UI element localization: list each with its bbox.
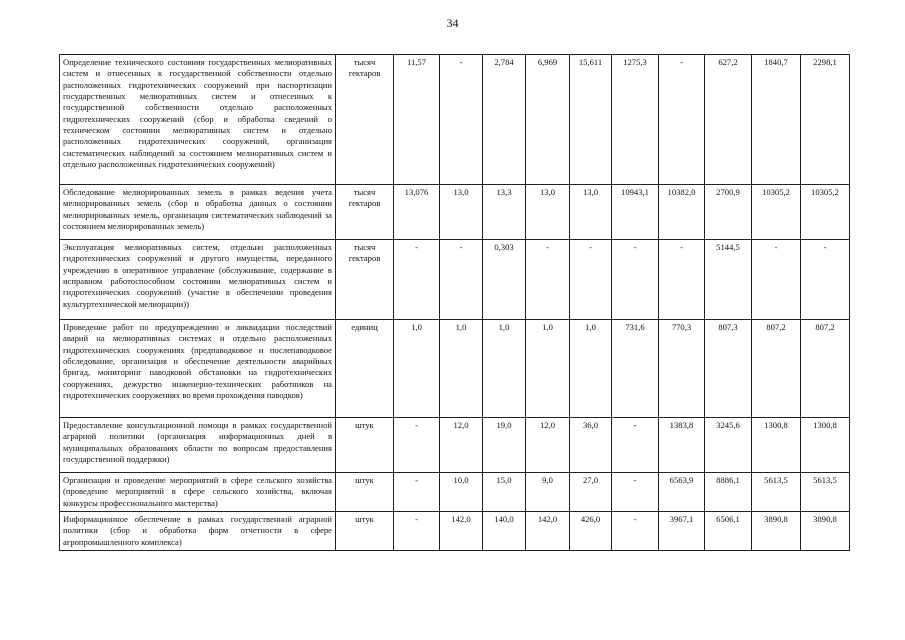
value-cell: 142,0: [526, 512, 570, 551]
value-cell: 1300,8: [801, 418, 850, 473]
value-cell: 36,0: [570, 418, 612, 473]
value-cell: 15,0: [483, 473, 526, 512]
services-table: [59, 54, 850, 551]
table-row: [60, 240, 850, 320]
value-cell: 1,0: [394, 320, 440, 418]
unit-of-measure: штук: [336, 418, 394, 473]
value-cell: 8886,1: [705, 473, 752, 512]
value-cell: 13,0: [570, 185, 612, 240]
value-cell: -: [612, 240, 659, 320]
value-cell: 6563,9: [659, 473, 705, 512]
value-cell: -: [394, 473, 440, 512]
value-cell: 0,303: [483, 240, 526, 320]
table-row: [60, 512, 850, 551]
value-cell: 807,3: [705, 320, 752, 418]
value-cell: -: [394, 418, 440, 473]
value-cell: -: [526, 240, 570, 320]
value-cell: 13,0: [526, 185, 570, 240]
value-cell: 3967,1: [659, 512, 705, 551]
value-cell: 1,0: [483, 320, 526, 418]
value-cell: 2298,1: [801, 55, 850, 185]
value-cell: 11,57: [394, 55, 440, 185]
value-cell: 10305,2: [801, 185, 850, 240]
value-cell: 807,2: [752, 320, 801, 418]
value-cell: 2,784: [483, 55, 526, 185]
table-row: [60, 185, 850, 240]
unit-of-measure: штук: [336, 512, 394, 551]
value-cell: 13,0: [440, 185, 483, 240]
value-cell: -: [612, 512, 659, 551]
service-description: Эксплуатация мелиоративных систем, отдельно расположенных гидротехнических сооружений и другого имущества, переданного учреждению в оперативное управление (обслуживание, содержание в исправном работоспособном состоянии мелиоративных систем и гидротехнических сооружений (участие в обеспечении проведения культуртехнической мелиорации)): [60, 240, 336, 320]
value-cell: 2700,9: [705, 185, 752, 240]
value-cell: 10382,0: [659, 185, 705, 240]
unit-of-measure: тысяч гектаров: [336, 185, 394, 240]
value-cell: -: [659, 55, 705, 185]
value-cell: 1,0: [570, 320, 612, 418]
value-cell: 1,0: [440, 320, 483, 418]
unit-of-measure: тысяч гектаров: [336, 240, 394, 320]
value-cell: 10943,1: [612, 185, 659, 240]
value-cell: -: [612, 418, 659, 473]
value-cell: -: [752, 240, 801, 320]
service-description: Организация и проведение мероприятий в сфере сельского хозяйства (проведение мероприятий в сфере сельского хозяйства, включая конкурсы профессионального мастерства): [60, 473, 336, 512]
value-cell: -: [394, 512, 440, 551]
table-row: [60, 55, 850, 185]
value-cell: 1383,8: [659, 418, 705, 473]
value-cell: 3890,8: [801, 512, 850, 551]
value-cell: -: [440, 55, 483, 185]
value-cell: -: [394, 240, 440, 320]
value-cell: -: [440, 240, 483, 320]
value-cell: 5144,5: [705, 240, 752, 320]
value-cell: 1275,3: [612, 55, 659, 185]
value-cell: 12,0: [526, 418, 570, 473]
value-cell: 13,076: [394, 185, 440, 240]
value-cell: 3890,8: [752, 512, 801, 551]
page-number: 34: [446, 16, 459, 30]
service-description: Обследование мелиорированных земель в рамках ведения учета мелиорированных земель (сбор и обработка данных о состоянии мелиорированных земель, организация систематических наблюдений за состоянием мелиорированных земель): [60, 185, 336, 240]
value-cell: 3245,6: [705, 418, 752, 473]
value-cell: 5613,5: [752, 473, 801, 512]
table-body: [60, 55, 850, 551]
value-cell: -: [801, 240, 850, 320]
value-cell: 19,0: [483, 418, 526, 473]
value-cell: 140,0: [483, 512, 526, 551]
value-cell: 10305,2: [752, 185, 801, 240]
value-cell: 1,0: [526, 320, 570, 418]
value-cell: 15,611: [570, 55, 612, 185]
value-cell: 807,2: [801, 320, 850, 418]
unit-of-measure: тысяч гектаров: [336, 55, 394, 185]
value-cell: 5613,5: [801, 473, 850, 512]
value-cell: 426,0: [570, 512, 612, 551]
service-description: Информационное обеспечение в рамках государственной аграрной политики (сбор и обработка форм отчетности в сфере агропромышленного комплекса): [60, 512, 336, 551]
value-cell: 12,0: [440, 418, 483, 473]
value-cell: 770,3: [659, 320, 705, 418]
service-description: Проведение работ по предупреждению и ликвидации последствий аварий на мелиоративных системах и отдельно расположенных гидротехнических сооружениях (предпаводковое и послепаводковое обследование, организация и обеспечение деятельности аварийных бригад, мониторинг паводковой обстановки на гидротехнических сооружениях, дежурство инженерно-технических работников на гидротехнических сооружениях во время прохождения паводков): [60, 320, 336, 418]
value-cell: 9,0: [526, 473, 570, 512]
value-cell: 6506,1: [705, 512, 752, 551]
value-cell: 6,969: [526, 55, 570, 185]
value-cell: 627,2: [705, 55, 752, 185]
table-row: [60, 473, 850, 512]
table-row: [60, 320, 850, 418]
value-cell: -: [612, 473, 659, 512]
unit-of-measure: единиц: [336, 320, 394, 418]
value-cell: 142,0: [440, 512, 483, 551]
value-cell: 1300,8: [752, 418, 801, 473]
value-cell: -: [570, 240, 612, 320]
value-cell: 13,3: [483, 185, 526, 240]
service-description: Предоставление консультационной помощи в рамках государственной аграрной политики (организация информационных дней в муниципальных образованиях области по вопросам предоставления государственной поддержки): [60, 418, 336, 473]
service-description: Определение технического состояния государственных мелиоративных систем и отнесенных к государственной собственности отдельно расположенных гидротехнических сооружений при паспортизации государственных мелиоративных систем и отнесенных к государственной собственности отдельно расположенных гидротехнических сооружений (сбор и обработка сведений о техническом состоянии мелиоративных систем и отдельно расположенных гидротехнических сооружений, организация систематических наблюдений за состоянием мелиоративных систем и отдельно расположенных гидротехнических сооружений): [60, 55, 336, 185]
value-cell: -: [659, 240, 705, 320]
value-cell: 10,0: [440, 473, 483, 512]
unit-of-measure: штук: [336, 473, 394, 512]
value-cell: 1840,7: [752, 55, 801, 185]
table-row: [60, 418, 850, 473]
value-cell: 27,0: [570, 473, 612, 512]
value-cell: 731,6: [612, 320, 659, 418]
